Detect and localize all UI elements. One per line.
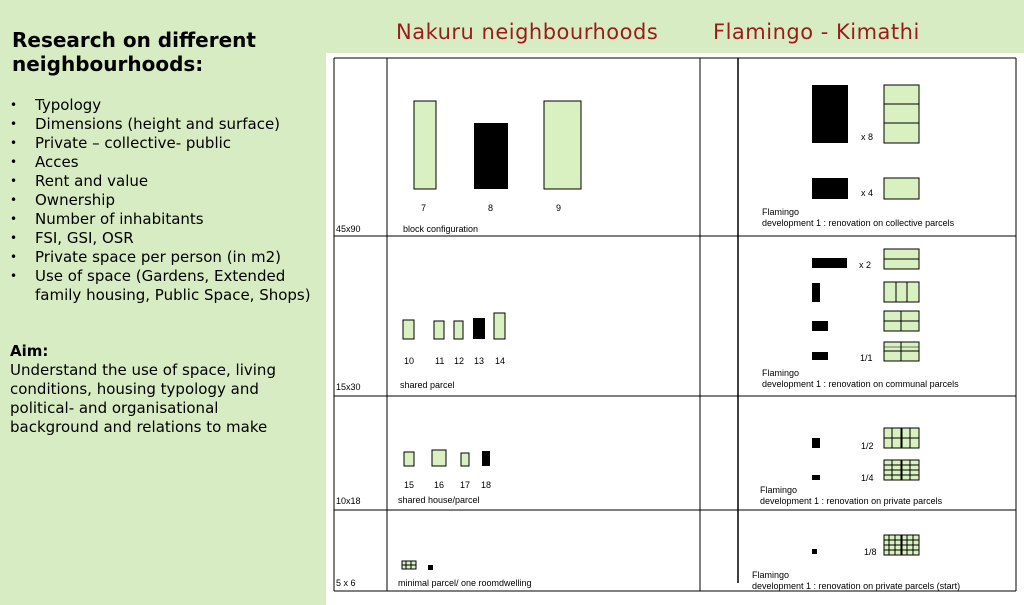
multiplier-label: x 8: [861, 132, 874, 142]
block-number: 13: [474, 356, 485, 366]
row-size-label: 45x90: [336, 224, 361, 234]
multiplier-label: 1/2: [861, 441, 874, 451]
flamingo-block-c: [812, 283, 820, 302]
block-16: [432, 450, 446, 466]
header-band: [326, 0, 1024, 53]
block-number: 14: [495, 356, 506, 366]
flamingo-block-e: [812, 321, 828, 331]
block-11: [434, 321, 444, 339]
flamingo-block-a: [812, 258, 847, 268]
aim-text: Understand the use of space, living conditions, housing typology and political- and organisational background and relations to make: [10, 361, 276, 436]
row-size-label: 15x30: [336, 382, 361, 392]
flamingo-block-d: [884, 178, 919, 199]
block-13: [473, 318, 485, 339]
row-5x6: [336, 535, 960, 591]
flamingo-title: Flamingo: [762, 368, 800, 378]
row-size-label: 10x18: [336, 496, 361, 506]
list-item: • Dimensions (height and surface): [10, 115, 320, 134]
row-config-label: shared parcel: [400, 380, 455, 390]
block-number: 12: [454, 356, 465, 366]
list-item: • Private space per person (in m2): [10, 248, 320, 267]
block-number: 15: [404, 480, 415, 490]
flamingo-block-a: [812, 85, 848, 143]
flamingo-block-c: [812, 475, 820, 480]
flamingo-block-b: [884, 85, 919, 143]
flamingo-block-a: [812, 438, 820, 448]
row-config-label: minimal parcel/ one roomdwelling: [398, 578, 532, 588]
row-config-label: block configuration: [403, 224, 479, 234]
block-10: [403, 320, 414, 339]
page-title: Research on different neighbourhoods:: [12, 28, 256, 76]
multiplier-label: x 2: [859, 260, 872, 270]
typology-diagram: [326, 53, 1024, 605]
typology-table: [326, 53, 1024, 605]
block-8: [474, 123, 508, 189]
block-15: [404, 452, 414, 466]
flamingo-title: Flamingo: [752, 570, 790, 580]
block-20: [428, 565, 433, 570]
block-number: 11: [435, 356, 445, 366]
flamingo-caption: development 1 : renovation on private parcels (start): [752, 581, 961, 591]
block-7: [414, 101, 436, 189]
block-number: 18: [481, 480, 492, 490]
block-12: [454, 321, 463, 339]
block-18: [482, 451, 490, 466]
list-item: • Private – collective- public: [10, 134, 320, 153]
flamingo-caption: development 1 : renovation on collective parcels: [762, 218, 955, 228]
flamingo-title: Flamingo: [760, 485, 798, 495]
flamingo-block-g: [812, 352, 828, 360]
row-config-label: shared house/parcel: [398, 495, 480, 505]
left-panel: [0, 0, 326, 605]
block-number: 9: [556, 203, 562, 213]
multiplier-label: 1/8: [864, 547, 877, 557]
block-14: [494, 313, 505, 339]
flamingo-block-a: [812, 549, 817, 554]
list-item: • FSI, GSI, OSR: [10, 229, 320, 248]
list-item: • Rent and value: [10, 172, 320, 191]
nakuru-header: Nakuru neighbourhoods: [396, 20, 659, 44]
flamingo-block-c: [812, 178, 848, 199]
multiplier-label: 1/1: [860, 353, 873, 363]
row-45x90: [336, 85, 955, 234]
flamingo-header: Flamingo - Kimathi: [713, 20, 920, 44]
block-17: [461, 453, 469, 466]
row-size-label: 5 x 6: [336, 578, 356, 588]
block-9: [544, 101, 581, 189]
list-item: • Use of space (Gardens, Extended family housing, Public Space, Shops): [10, 267, 320, 305]
flamingo-caption: development 1 : renovation on private parcels: [760, 496, 943, 506]
list-item: • Typology: [10, 96, 320, 115]
flamingo-block-d: [884, 282, 919, 302]
flamingo-caption: development 1 : renovation on communal parcels: [762, 379, 959, 389]
aim-heading: Aim:: [10, 342, 49, 360]
multiplier-label: 1/4: [861, 473, 874, 483]
list-item: • Number of inhabitants: [10, 210, 320, 229]
list-item: • Ownership: [10, 191, 320, 210]
flamingo-title: Flamingo: [762, 207, 800, 217]
multiplier-label: x 4: [861, 188, 874, 198]
block-number: 10: [404, 356, 415, 366]
research-list: [10, 96, 320, 305]
block-number: 16: [434, 480, 445, 490]
block-number: 8: [488, 203, 494, 213]
row-15x30: [336, 249, 959, 392]
row-10x18: [336, 428, 943, 506]
block-number: 17: [460, 480, 471, 490]
block-number: 7: [421, 203, 427, 213]
list-item: • Acces: [10, 153, 320, 172]
